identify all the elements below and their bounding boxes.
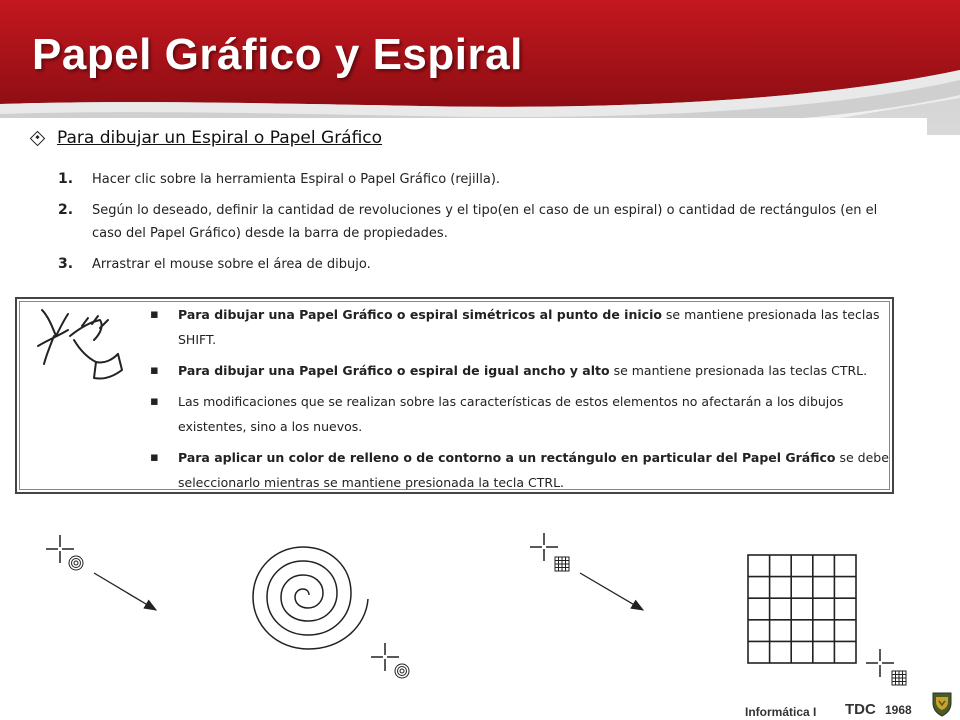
step-number: 3. [58,256,74,272]
drag-arrow [94,573,156,610]
step-item [58,168,903,191]
tips-list [150,302,890,501]
slide-footer [745,691,960,720]
content-area [0,118,927,720]
spiral-shape [253,547,368,649]
school-crest-icon [931,691,953,717]
graph-paper-grid [748,555,856,663]
steps-list [58,168,903,284]
spiral-cursor-icon [371,643,409,678]
step-number: 1. [58,171,74,187]
footer-code: TDC [845,701,876,718]
graph-paper-cursor-icon [866,649,906,685]
tip-item: ▪ Las modificaciones que se realizan sobre las características de estos elementos no afectarán a los dibujos existentes, sino a los nuevos. [150,389,890,439]
step-item [58,199,903,245]
tip-item: ▪ Para aplicar un color de relleno o de contorno a un rectángulo en particular del Papel Gráfico se debe seleccionarlo mientras se mantiene presionada la tecla CTRL. [150,445,890,495]
slide-header [0,0,960,135]
step-text: Hacer clic sobre la herramienta Espiral o Papel Gráfico (rejilla). [92,172,501,187]
footer-label: Informática I [745,705,817,719]
diamond-bullet-icon [30,130,46,146]
graph-paper-cursor-icon [530,533,569,571]
tips-box [15,297,894,494]
section-title: Para dibujar un Espiral o Papel Gráfico [57,128,383,148]
hand-writing-icon [34,306,134,386]
step-number: 2. [58,202,74,218]
footer-year: 1968 [885,703,912,717]
tip-item: ▪ Para dibujar una Papel Gráfico o espiral de igual ancho y alto se mantiene presionada las teclas CTRL. [150,358,890,383]
slide-title: Papel Gráfico y Espiral [32,30,523,79]
spiral-cursor-icon [46,535,83,570]
step-text: Según lo deseado, definir la cantidad de revoluciones y el tipo(en el caso de un espiral) o cantidad de rectángulos (en el caso del Papel Gráfico) desde la barra de propiedades. [92,203,878,241]
step-text: Arrastrar el mouse sobre el área de dibujo. [92,257,371,272]
drag-arrow [580,573,643,610]
step-item [58,253,903,276]
illustration-area [0,513,927,713]
section-heading [32,128,382,148]
tip-item: ▪ Para dibujar una Papel Gráfico o espiral simétricos al punto de inicio se mantiene presionada las teclas SHIFT. [150,302,890,352]
